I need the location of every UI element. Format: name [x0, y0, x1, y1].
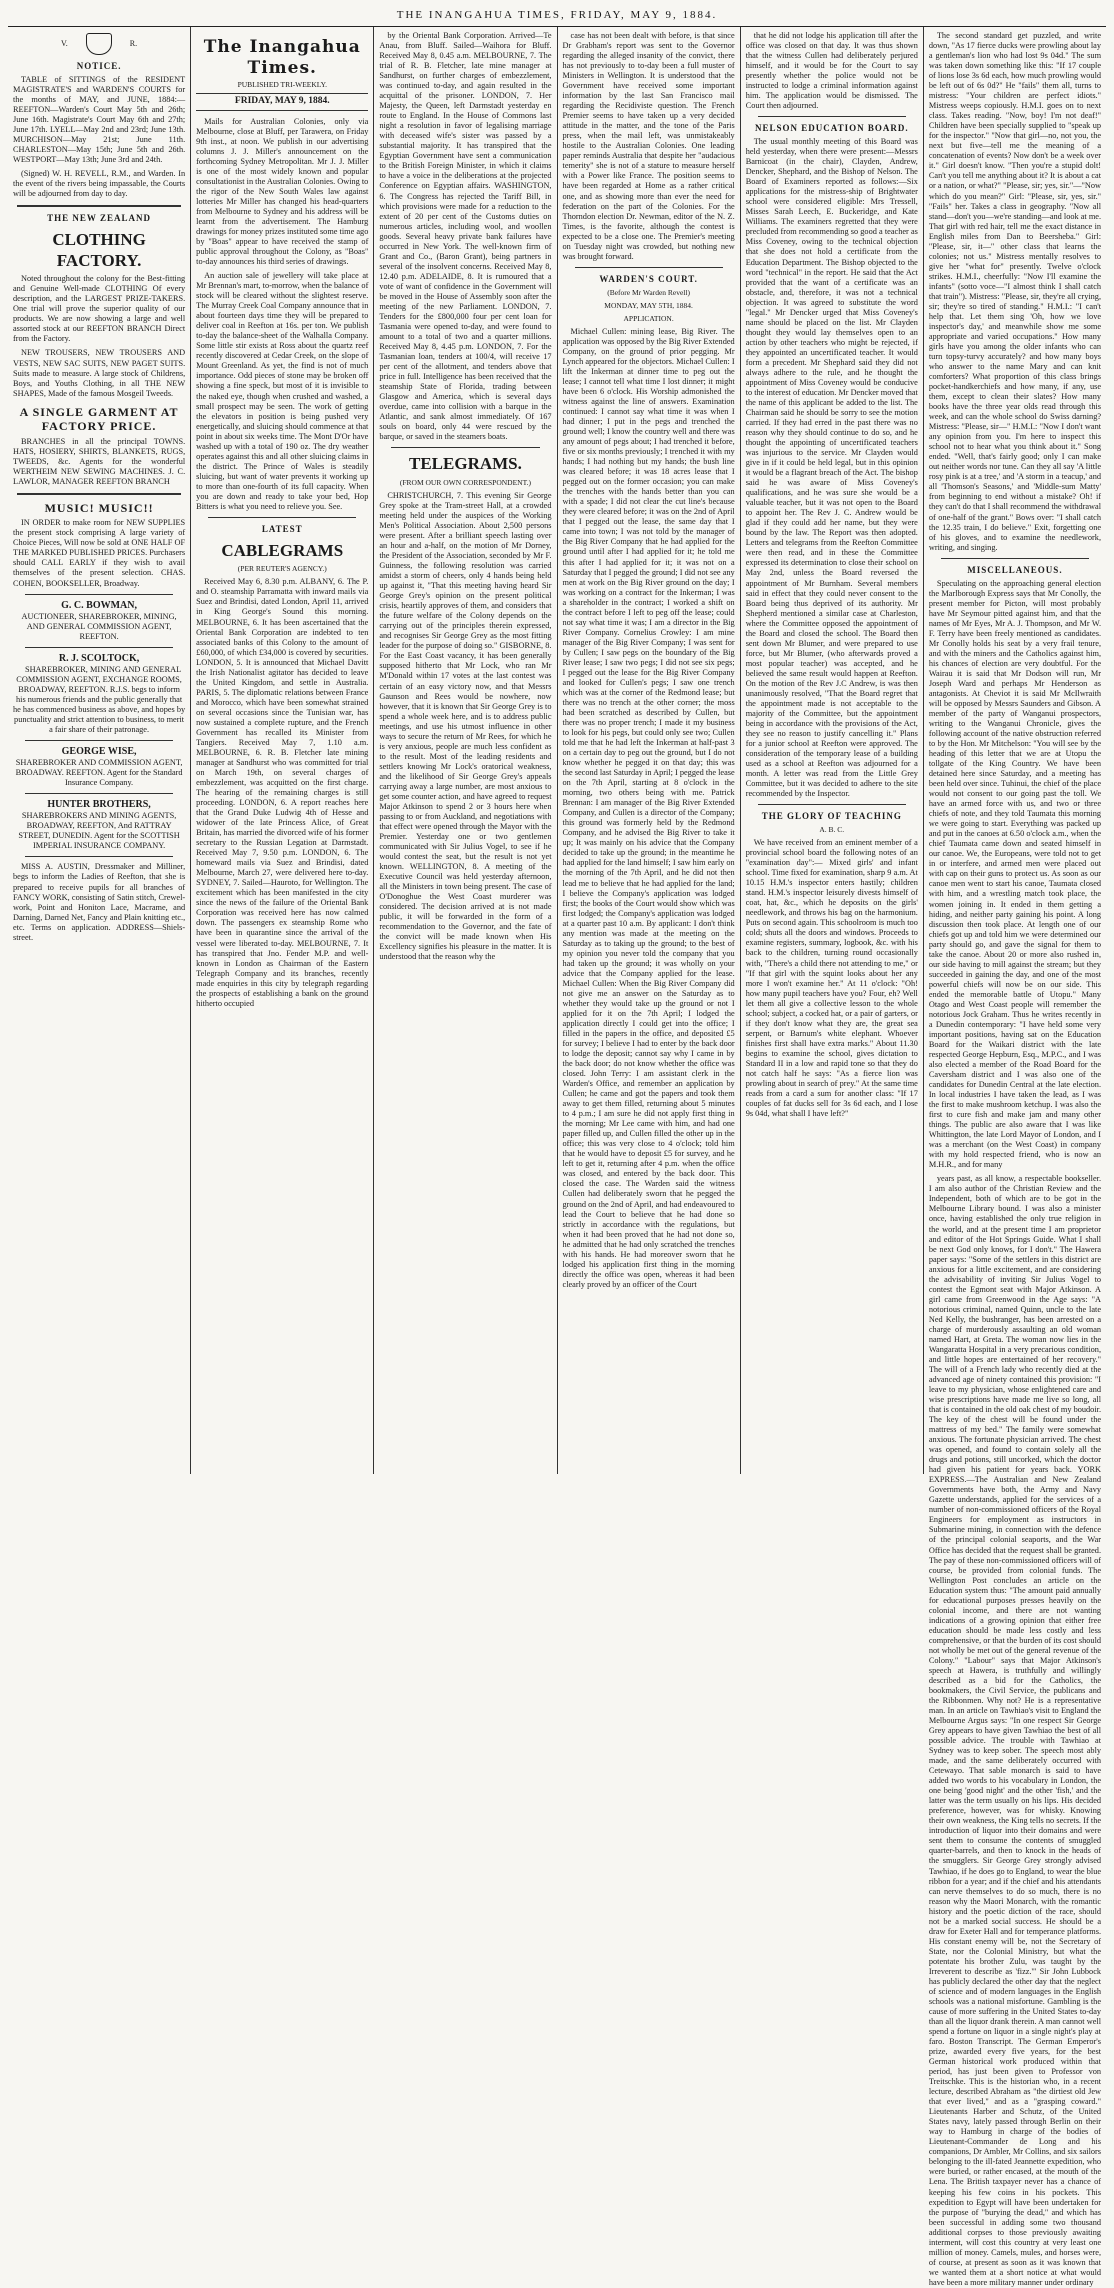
column-6: [924, 27, 1106, 2287]
crest-left-letter: V.: [61, 38, 68, 48]
wardens-date: MONDAY, MAY 5TH, 1884.: [604, 300, 693, 310]
wardens-court-heading: WARDEN'S COURT.: [599, 273, 698, 284]
coat-of-arms-icon: [86, 33, 112, 55]
nelson-board-body: The usual monthly meeting of this Board was held yesterday, when there were present:—Messrs Barnicoat (in the chair), Clayden, Andrew, Dencker, Shephard, and the Bishop of Nelson. The Board of Examiners reported as follows:—Six applications for the mistress-ship of Brightwater school were considered eligible: Mrs Tressell, Misses Sarah Leech, E. Buckeridge, and Kate Williams. The examiners regretted that they were precluded from recommending so good a teacher as Miss Coveney, owing to the technical objection that she does not hold a certificate from the Education Department. The Bishop objected to the word "technical" in the report. He said that the Act provided that the want of a certificate was an obstacle, and, therefore, it was not a technical objection. It was agreed to substitute the word "legal." Mr Dencker urged that Miss Coveney's name should be placed on the list. Mr Clayden thought they would lay themselves open to an action by other teachers who might be rejected, if they appointed an uncertificated teacher. It would form a precedent. Mr Shephard said they did not always adhere to the rule, and he thought the appointment of Miss Coveney would be conducive to the interest of education. Mr Dencker moved that the name of this applicant be added to the list. The Chairman said he should be sorry to see the motion carried. If they had erred in the past there was no reason why they should continue to do so, and he thought the appointing of uncertificated teachers was injurious to the service. Mr Clayden would give in if it could be held legal, but in this opinion it would be a flagrant breach of the Act. The bishop said he was aware of Miss Coveney's qualifications, and he was sure she would be a valuable teacher, but it was not open to the Board to appoint her. The Rev J. C. Andrew would be glad if they could add her name, but they were bound by the law. The Report was then adopted. Letters and telegrams from the Reefton Committee were then read, and in these the Committee expressed its determination to close their school on May 2nd, unless the Board reversed the appointment of Mr Burnham. Several members said in effect that they could never consent to the Board being thus deprived of its authority. Mr Shepherd mentioned a similar case at Charleston, where the Committee opposed the appointment of the Board and closed the school. The Board then sent down Mr Blumer, and were prepared to use force, but Mr Blumer, (who afterwards proved a most popular teacher) was accepted, and he believed the same result would happen at Reefton. On the motion of the Rev J.C Andrew, is was then unanimously resolved, "That the Board regret that the appointment made is not acceptable to the majority of the Committee, but the appointment being in accordance with the provisions of the Act, they see no reason to justify cancelling it." Plans for a junior school at Reefton were approved. The consideration of the temporary lease of a building used as a school at Reefton was adjourned for a month. A letter was read from the Little Grey Committee, but it was decided to adhere to the site recommended by the Inspector.: [745, 137, 918, 799]
bowman-ad: [13, 600, 185, 642]
glory-continued: The second standard get puzzled, and write down, "As 17 fierce ducks were prowling about lay a gentleman's lion who had lost 9s 04d." The sum was taken down something like this: "If 17 couple of lions lose 3s 6d each, how much prowling would be left out of 6s 0d?" He "fails" them all, turns to mistress: "Your children are perfect idiots." Mistress weeps copiously. H.M.I. goes on to next class. Takes reading. "Now, boy! I'm not deaf!" Children have been specially supplied to "speak up for the inspector." "Now that girl—no, not you, the next but five—tell me the meaning of a concatenation of events? Now don't be a week over it." Girl doesn't know. "Then you're a stupid dolt! Can't you tell me anything about it? It is about a cat or a nation, or what?" "Please, sir; yes, sir."—"Now which do you mean?" Girl: "Please, sir, yes, sir." "Fails" her. Takes a class in geography. "Now all stand—don't you—we're standing—and look at me. That girl with red hair, tell me the exact distance in English miles from Dan to Beersheba." Girl: "Please, sir, it—" other class that learns the colonies; not us." Mistress mentally resolves to give her "what for" presently. Twelve o'clock strikes. H.M.I., cheerfully: "Now I'll examine the infants" (sotto voce—"I almost think I shall catch that train"). Mistress: "Please, sir, they're all crying, sir; they're so tired of standing." H.M.I.: "I can't help that. Let them sing 'Oh, how we love inspector's day,' and meanwhile show me some appropriate and varied occupations." How many girls have you among the older infants who can turn topsy-turvy accurately? and how many boys who answer to the name Mary and can knit comforters? What proportion of this class brings pocket-handkerchiefs and how many, if any, use them, except to clean their slates? How many books have the three year olds read through this week, and can the whole school do Swiss darning? Mistress: "Please, sir—" H.M.I.: "Now I don't want any opinion from you. I'm here to inspect this school not to hear what you think about it." Song ended. "Well, that's fairly good; only I can make out neither words nor tune. Can they all say 'A little rosy pink is at a tree,' and 'A storm in a teacup,' and all 'Thomson's Seasons,' and 'Middle-sum Matty' from beginning to end without a mistake? Oh! if they can't do that I shall recommend the withdrawal of one-half of the grant." Bows over: "I shall catch the 12.35 train, I do believe." Exit, forgetting one of his gloves, and to examine the needlework, writing, and singing.: [928, 31, 1102, 552]
divider: [208, 517, 356, 518]
bowman-body: AUCTIONEER, SHAREBROKER, MINING, AND GENERAL COMMISSION AGENT, REEFTON.: [21, 611, 177, 641]
column-3: [374, 27, 557, 1474]
divider: [25, 647, 173, 648]
telegrams-continued: case has not been dealt with before, is that since Dr Grabham's report was sent to the Governor regarding the alleged insanity of the convict, there has not previously to to-day been a full muster of Ministers in Wellington. It is understood that the Government have received some important information by the last San Francisco mail regarding the Recidiviste question. The French Premier seems to have taken up a very decided attitude in the matter, and the tone of the Paris press, when the mail left, was unmistakeably hostile to the Australian Colonies. One leading paper reminds Australia that despite her "audacious temerity" she is not of a stature to measure herself with a Power like France. The position seems to have been regarded at Home as a rather critical one, and as showing more than ever the need for federation on the part of the Colonies. For the Thorndon election Dr. Newman, editor of the N. Z. Times, is the favorite, although the contest is expected to be a close one. The Premier's meeting on Tuesday night was crowded, but nothing new was brought forward.: [562, 31, 735, 261]
telegrams-subheading: (FROM OUR OWN CORRESPONDENT.): [399, 477, 531, 487]
miscellaneous-continued: years past, as all know, a respectable bookseller. I am also author of the Christian Review and the Independent, both of which are to be got in the Melbourne Library bound. I was also a minister once, having established the only true religion in the world, and at the present time I am proprietor and editor of the Hot Springs Guide. What I shall be next God only knows, for I don't." The Hawera paper says: "Some of the settlers in this district are anxious for a little excitement, and are considering the advisability of inviting Sir Julius Vogel to contest the Egmont seat with Major Atkinson. A girl came from Greenwood in the Age says: "A notorious criminal, named Quinn, uncle to the late Ned Kelly, the bushranger, has been arrested on a charge of murderously assaulting an old woman named Hart, at Greta. The woman now lies in the Wangaratta Hospital in a very precarious condition, and little hopes are entertained of her recovery." The will of a French lady who recently died at the advanced age of ninety contained this provision: "I leave to my physician, whose enlightened care and wise prescriptions have made me live so long, all that is contained in the old oak chest of my boudoir. The key of the chest will be found under the mattress of my bed." The family were somewhat anxious. The fortunate physician arrived. The chest was opened, and found to contain solely all the drugs and potions, still uncorked, which the doctor had given his patient for years back. YORK EXPRESS.—The Australian and New Zealand Governments have both, the Army and Navy Gazette understands, applied for the services of a number of non-commissioned officers of the Royal Engineers for employment as instructors in Submarine mining, in connection with the defence of the principal colonial seaports, and the War Office has decided that the request shall be granted. The pay of these non-commissioned officers will of course, be provided from colonial funds. The Wellington Post concludes an article on the Education system thus: "The amount paid annually for educational purposes presses heavily on the colonial income, and there are not wanting indications of a growing opinion that either free education should be made less costly and less comprehensive, or that the burden of its cost should not wholly be met out of the general revenue of the Colony." "Labour" says that Major Atkinson's speech at Hawera, is truthfully and willingly described as a bid for the Catholics, the bookmakers, the Civil Service, the publicans and the Ribbonmen. Why not? He is a representative man. In an article on Tawhiao's visit to England the Melbourne Argus says: "In one respect Sir George Grey appears to have given Tawhiao the best of all possible advice. The trouble with Tawhiao at Sydney was to keep sober. The speech most ably made, and the same deliberately occurred with Cetewayo. That sable monarch is said to have added two words to his vocabulary in London, the one being 'good night' and the other 'fish,' and the latter was the term usually on his lips. His decided preference, however, was for whisky. Knowing their own weakness, the King tells no secrets. If the introduction of liquor into their domains and were sent them to consume the contents of smuggled quarter-barrels, and then to knock in the heads of the smugglers. Sir George Grey strongly advised Tawhiao, if he does go to England, to wear the blue ribbon for a year; and if the chief and his attendants can nerve themselves to do so much, there is no reason why the Maori Monarch, with the romantic history and the poetic diction of the race, should not be a marked social success. He should be a draw for Exeter Hall and for temperance platforms. His constant enemy will be, not the Secretary of State, nor the Colonial Ministry, but what the potentate his brother Zulu, was taught by the Irreverent to describe as 'fizz.'" Sir John Lubbock has publicly declared the other day that the neglect of science and of modern languages in the English schools was a national misfortune. Gambling is the cause of more suffering in the United States to-day than all the liquor drank therein. A man cannot well spend a fortune on liquor in a single night's play at faro. Boston Transcript. The German Emperor's prize, awarded every five years, for the best German historical work produced within that period, has just been given to Professor von Treitschke. This is the historian who, in a recent lecture, described Abraham as "the dirtiest old Jew that ever lived," and as a "grasping coward." Lieutenants Harber and Schutz, of the United States navy, lately passed through Berlin on their way to Hamburg in charge of the bodies of Lieutenant-Commander de Long and his companions, Dr Ambler, Mr Collins, and six sailors belonging to the ill-fated Jeannette expedition, who were buried, or rather encased, at the mouth of the Lena. The British taxpayer never has a chance of keeping his few coins in his pockets. This expedition to Egypt will have been undertaken for the purpose of "burying the dead," and which has been successful in adding some two thousand additional corpses to those previously awaiting interment, will cost this country at very least one million of money. Camels, mules, and horses were, of course, at present as soon as it was known that we wanted them at a short notice at what would have been a more military manner under ordinary: [928, 1174, 1102, 2287]
branches-text: BRANCHES in all the principal TOWNS. HATS, HOSIERY, SHIRTS, BLANKETS, RUGS, TWEEDS, &c. Agents for the wonderful WERTHEIM NEW SEWING MACHINES. J. C. LAWLOR, MANAGER REEFTON BRANCH: [13, 436, 186, 486]
miscellaneous-heading: MISCELLANEOUS.: [967, 564, 1063, 575]
hunter-body: SHAREBROKERS AND MINING AGENTS, BROADWAY, REEFTON, And RATTRAY STREET, DUNEDIN. Agent for the SCOTTISH IMPERIAL INSURANCE COMPANY.: [18, 811, 180, 851]
divider: [758, 116, 906, 117]
wardens-before: (Before Mr Warden Revell): [607, 287, 690, 297]
wise-body: SHAREBROKER AND COMMISSION AGENT, BROADWAY. REEFTON. Agent for the Standard Insurance Company.: [15, 758, 183, 788]
glory-body: We have received from an eminent member of a provincial school board the following notes of an "examination day":— Mixed girls' and infant school. Time fixed for examination, sharp 9 a.m. At 10.15 H.M.'s inspector enters hastily; children stand. H.M.'s inspector leisurely divests himself of coat, hat, &c., which he deposits on the girls' needlework, and throws his bag on the harmonium. Puts on second again. This schoolroom is much too cold; shuts all the doors and windows. Proceeds to examine registers, summary, logbook, &c. with his back to the children, turning round occasionally with, "There's a child there not attending to me," or "If that girl with the squint looks about her any more I won't examine her." At 11 o'clock: "Oh! how many pupil teachers have you? Four, eh? Well let them all give a collective lesson to the whole school; subject, a cocked hat, or a pair of garters, or if they don't know what they are, the great sea serpent, or Barnum's white elephant. Whoever finishes first shall have extra marks." About 11.30 begins to examine the school, gives dictation to Standard II in a low and rapid tone so that they do not catch half he says: "As a fierce lion was prowling about in search of prey." At the same time reads from a card a sum for another class: "If 17 couples of fat ducks sell for 3s 6d each, and I lose 9s 04d, what shall I have left?": [745, 838, 918, 1118]
reuter-line: (PER REUTER'S AGENCY.): [237, 564, 327, 574]
divider: [25, 856, 173, 857]
nelson-board-heading: NELSON EDUCATION BOARD.: [754, 123, 909, 134]
crest-right-letter: R.: [129, 38, 138, 48]
wardens-court-continued: that he did not lodge his application till after the office was closed on that day. It was thus shown that the witness Cullen had deliberately perjured himself, and it would be for the Court to say presently whether the police would not be instructed to lodge a criminal information against him. The application would be dismissed. The Court then adjourned.: [745, 31, 918, 111]
garment-heading: A SINGLE GARMENT AT FACTORY PRICE.: [19, 404, 179, 434]
factory-lines: NEW TROUSERS, NEW TROUSERS AND VESTS, NEW SAC SUITS, NEW PAGET SUITS. Suits made to measure. A large stock of Childrens, Boys, and Youths Clothing, in all THE NEW SHAPES, Made of the famous Mosgeil Tweeds.: [13, 348, 186, 398]
wise-ad: [13, 746, 185, 788]
cablegrams-heading: CABLEGRAMS: [221, 540, 344, 560]
divider: [25, 740, 173, 741]
divider: [25, 594, 173, 595]
scoltock-body: SHAREBROKER, MINING AND GENERAL COMMISSION AGENT, EXCHANGE ROOMS, BROADWAY, REEFTON. R.J.S. begs to inform his numerous friends and the public generally that he has commenced business as above, and hopes by punctuality and strict attention to business, to merit a fair share of their patronage.: [13, 664, 186, 735]
mails-paragraph: Mails for Australian Colonies, only via Melbourne, close at Bluff, per Tarawera, on Friday 9th inst., at noon. We publish in our advertising columns J. J. Miller's announcement on the forthcoming Sydney Metropolitan. Mr J. J. Miller is one of the most widely known and popular consultationist in the Australian Colonies. Owing to the rigor of the New South Wales law against lotteries Mr Miller has changed his head-quarters from Melbourne to Sydney and his address will be learnt from the advertisement. The Hamburg drawings for money prizes instituted some time ago by "Boas" appear to have received the stamp of public approval throughout the Colony, as "Boas" to-day announces his third series of drawings.: [196, 116, 369, 267]
application-heading: APPLICATION.: [623, 313, 674, 323]
telegrams-body: CHRISTCHURCH, 7. This evening Sir George Grey spoke at the Tram-street Hall, at a crowded meeting held under the auspices of the Working Men's Political Association. About 2,500 persons were present. After a brilliant speech lasting over an hour and a-half, on the motion of Mr Dorney, the President of the Association, seconded by Mr F. Guinness, the following resolution was carried amidst a storm of cheers, only 4 hands being held up against it, "That this meeting having heard Sir George Grey's opinion on the present political crisis, heartily approves of them, and considers that the future welfare of the Colony depends on the carrying out of the principles therein expressed, and recognises Sir George Grey as the most fitting leader for the purpose of doing so." GISBORNE, 8. For the East Coast vacancy, it has been generally supposed hitherto that Mr Lock, who ran Mr M'Donald within 17 votes at the last contest was certain of an easy victory now, and that Messrs Gaunson and Rees would be nowhere, now however, that it is known that Sir George Grey is to spend a whole week here, and is to address public meetings, and use his utmost influence in other ways to secure the return of Mr Rees, for which he is very anxious, people are much less confident as to the result. Most of the leading residents and settlers knowing Mr Lock's oratorical weakness, and the likelihood of Sir George Grey's appeals carrying away a large number, are most anxious to get some counter action, and have agreed to request Major Atkinson to spend 2 or 3 hours here when passing to or from Auckland, and negotiations with that effect were opened through the Mayor with the Premier. Yesterday one or two gentlemen communicated with Sir Julius Vogel, to see if he would contest the seat, but the result is not yet known. WELLINGTON, 8. A meeting of the Executive Council was held yesterday afternoon, all the Ministers in town being present. The case of O'Donoghue the West Coast murderer was considered. The decision arrived at is not made public, it will be forwarded in the form of a recommendation to the Governor, and the fate of the convict will be made known when His Excellency signifies his pleasure in the matter. It is understood that the reason why the: [379, 490, 552, 962]
wardens-court-body: Michael Cullen: mining lease, Big River. The application was opposed by the Big River Extended Company, on the ground of prior pegging. Mr Lynch appeared for the objectors. Michael Cullen: I lift the Inkerman at dinner time to peg out the lease; I cannot tell what time I lost dinner; it might have been 6 o'clock. His Worship admonished the witness against the line of answers. Examination continued: I cannot say what time it was when I had dinner; I put in the pegs and trenched the ground well; I know the country well and there was any amount of pegs about; I had trenched it before, five or six months previously; I trenched it with my hands; I had nothing but my hands; the bush line was cleared before; it was 18 acres lease that I pegged out on the former occasion; you can make the trenches with the hands better than you can with a spade; I did not clear the cut line's because they were cleared before; it was on the 2nd of April that I pegged out the lease, the same day that I came into town; I was not told by the manager of the Big River Company that he had applied for the ground until after I had applied for it; he told me this after I had applied for it; it was not on a Saturday that I pegged the ground; I did not see any men at work on the Big River ground on the day; I was working on a contract for the Inkerman; I was a shareholder in the contract; I worked a shift on the contract before I left to peg off the lease; could not say what time it was; I am a director in the Big River Company. Cornelius Crowley: I am mine manager of the Big River Company; I was sent for by Cullen; I saw pegs on the boundary of the Big River lease; I saw two pegs; I did not see six pegs; I pegged out the lease for the Big River Company and looked for Cullen's pegs; I saw one trench which was at the corner of the Redmond lease; but there was no trench at the other corner; the moss had been scratched as described by Cullen, but there was no proper trench; I made it my business to look for his pegs, but could only see two; Cullen told me that he had left the Inkerman at half-past 3 on a certain day to peg out the ground, but I do not know whether he pegged it on that day; this was the second last Saturday in April; I pegged the lease on the 7th April, starting at 8 o'clock in the morning, two others being with me. Patrick Brennan: I am manager of the Big River Extended Company, and Cullen is a director of the Company; this ground was formerly held by the Redmond Company, and he advised the Big River to take it up; It was mainly on his advice that the Company decided to take up the ground; in the meantime he had applied for the land himself; I saw him early on the morning of the 7th April, and he did not then lead me to believe that he had applied for the land; I believe the Company's application was lodged first; the books of the Court would show which was first lodged; the Company's application was lodged at a quarter past 10 a.m. By applicant: I don't think any mention was made at the meeting on the Saturday as to taking up the ground; to the best of my opinion you never told the company that you had taken up the ground; it was wholly on your advice that the Company applied for the lease. Michael Cullen: When the Big River Company did not give me an answer on the Saturday as to whether they would take up the ground or not I applied for it on the 7th April; I lodged the application directly I could get into the office; I filled in the papers in the office, and deposited £5 for survey; I believe I had to enter by the back door to lodge the deposit; cannot say why I came in by the back door; do not know whether the office was closed. John Terry: I am assistant clerk in the Warden's Office, and remember an application by Cullen; he came and got the papers and took them away to get them filled, returning about 5 minutes to 4 p.m.; I am sure he did not apply first thing in the morning; Mr Lee came with him, and had one paper filled up, and Cullen filled the other up in the office; this was very close to 4 o'clock; told him that he would have to deposit £5 for survey, and he left to get it, returning after 4 p.m. when the office was closed, and entered by the back door. This closed the case. The Warden said the witness Cullen had deliberately sworn that he pegged the ground on the 2nd of April, and had endeavoured to lead the Court to believe that he had done so strictly in accordance with the regulations, but when it had been proved that he had not done so, he admitted that he had only scratched the trenches with his hands. He had moreover sworn that he lodged his application first thing in the morning directly the office was open, whereas it had been clearly proved by an officer of the Court: [562, 326, 735, 1289]
dateline: FRIDAY, MAY 9, 1884.: [196, 93, 368, 110]
local-news: An auction sale of jewellery will take place at Mr Brennan's mart, to-morrow, when the balance of stock will be cleared without the slightest reserve. The Murray Creek Coal Company announce that in about fourteen days time they will be prepared to deliver coal in Reefton at 16s. per ton. We publish to-day the balance-sheet of the Walhalla Company. Some little stir exists at Ross about the quartz reef recently discovered at Cedar Creek, on the slope of Mount Greenland. As yet, the find is not of much importance. Odd pieces of stone may be broken off showing a fine speck, but most of it is invisible to the naked eye, though when crushed and washed, a small prospect may be seen. The work of getting the elevators in position is being pushed very energetically, and sluicing should commence at that point in about six weeks time. The Mont D'Or have washed up with a total of 190 oz. The dry weather operates against this and all other sluicing claims in the district. The Prince of Wales is steadily sluicing, but want of water prevents it working up to more than one-fourth of its full capacity. When you are down and ready to take your bed, Hop Bitters is what you need to relieve you. See.: [196, 271, 369, 511]
notice-body: TABLE of SITTINGS of the RESIDENT MAGISTRATE'S and WARDEN'S COURTS for the months of MAY, and JUNE, 1884:— REEFTON—Warden's Court May 5th and 26th; June 16th. Magistrate's Court May 6th and 27th; June 17th. LYELL—May 2nd and 23rd; June 13th. MURCHISON—May 21st; June 11th. CHARLESTON—May 15th; June 5th and 26th. WESTPORT—May 13th; June 3rd and 24th.: [13, 74, 186, 165]
scoltock-name: R. J. SCOLTOCK,: [58, 652, 140, 664]
notice-heading: NOTICE.: [76, 61, 122, 71]
column-1: [8, 27, 191, 1474]
running-header: THE INANGAHUA TIMES, FRIDAY, MAY 9, 1884.: [8, 6, 1106, 27]
telegrams-heading: TELEGRAMS.: [408, 454, 522, 474]
cablegrams-continued: by the Oriental Bank Corporation. Arrived—Te Anau, from Bluff. Sailed—Waihora for Bluff. Received May 8, 0.45 a.m. MELBOURNE, 7. The trial of R. B. Fletcher, late mine manager at Sandhurst, on further charges of embezzlement, was continued to-day, and again resulted in the acquittal of the prisoner. LONDON, 7. Her Majesty, the Queen, left Darmstadt yesterday en route to England. In the House of Commons last night a resolution in favor of legalising marriage with deceased wife's sister was passed by a substantial majority. It has transpired that the Egyptian Government have sent a communication to the British Foreign Minister, in which it claims to have a voice in the deliberations at the projected Conference on Egyptian affairs. WASHINGTON, 6. The Congress has rejected the Tariff Bill, in which provisions were made for a reduction to the extent of 20 per cent of the Customs duties on numerous articles, including wool, and woollen goods. Several heavy private bank failures have occurred in New York. The well-known firm of Grant and Co., (Baron Grant), being partners in several of the insolvent concerns. Received May 8, 12.40 p.m. ADELAIDE, 8. It is rumoured that a vote of want of confidence in the Government will be moved in the House of Assembly soon after the meeting of the new Parliament. LONDON, 7. Tenders for the £800,000 four per cent loan for Tasmania were opened to-day, and were found to amount to a total of two and a quarter millions. Received May 8, 4.45 p.m. LONDON, 7. For the Tasmanian loan, tenders at 100/4, will receive 17 per cent of the allotment, and tenders above that price in full. Intelligence has been received that the steamship State of Florida, trading between Glasgow and America, which is several days overdue, came into collision with a barque in the Atlantic, and sank almost immediately. Of 167 souls on board, only 44 were rescued by the barque, or saved in the steamers boats.: [379, 31, 552, 442]
divider: [17, 205, 181, 207]
factory-title: CLOTHING FACTORY.: [52, 230, 146, 270]
paper-nameplate: The Inangahua Times.: [203, 37, 361, 78]
scoltock-ad: [13, 653, 185, 735]
divider: [25, 793, 173, 794]
glory-subheading: A. B. C.: [819, 825, 845, 835]
notice-signature: (Signed) W. H. REVELL, R.M., and Warden. In the event of the rivers being impassable, the Courts will be adjourned from day to day.: [13, 169, 186, 199]
miscellaneous-body: Speculating on the approaching general election the Marlborough Express says that Mr Conolly, the present member for Picton, will most probably have Mr Seymour pitted against him, and that the names of Mr Eyes, Mr A. J. Thompson, and Mr W. F. Terry have been freely mentioned as candidates. Mr Conolly holds his seat by a very frail tenure, and with the miners and the Catholics against him, his chances of election are very doubtful. For the Wairau it is said that Mr Dodson will run, Mr Joseph Ward and perhaps Mr Henderson as antagonists. At Cheviot it is said Mr McIlwraith will be opposed by Messrs Saunders and Gibson. A member of the party of Wanganui prospectors, writing to the Wanganui Chronicle, gives the following account of the native obstruction referred to by the Hon. Mr Mitchelson: "You will see by the heading of this letter that we are at Utopu the tollgate of the King Country. We have been detained here since Saturday, and a meeting has been held over since. Tuhinui, the chief of the place would not consent to our going past the toll. We have an armed force with us, and two or three chiefs of note, and they told Taumata this morning we were going to start. Everything was packed up and put in the canoes at 6.50 o'clock a.m., when the chief Taumata came down and seated himself in our canoe. We, the Europeans, were told not to get in or interfere, and armed men were placed out with cap on their guns to protect us. As soon as our canoe men went to start his canoe, Taumata closed with him, and a wrestling match took place, the women joining in. It ended in them getting a hiding, and neither party gaining his point. A long discussion then took place. At length one of our chiefs got up and told him we were determined our party should go, and gave the signal for them to take the canoe. About 20 or more also rushed in, our side having to mill against the stream; but they succeeded in gaining the day, and one of the most powerful chiefs will now be on our side. This ended the memorable battle of Utopu." Many Otago and West Coast people will remember the notorious Jock Graham. Thus he writes recently in a Dunedin contemporary: "I have held some very important positions, having sat on the Education Board for the Waikari district with the late respected George Hepburn, Esq., M.P.C., and I was also elected a member of the Road Board for the Caversham district and I was also one of the candidates for Dunedin Central at the late election. In local industries I have taken the lead, as I was the first to make mushroom ketchup. I was also the first to cure fish and make jam and many other things. The public are also aware that I was like Whittington, the late Lord Mayor of London, and I was a merchant (on the West Coast) in company with my hold respected friend, who is now an M.H.R., and for many: [928, 578, 1102, 1170]
column-5: [741, 27, 924, 1474]
column-4: [558, 27, 741, 1474]
divider: [575, 267, 723, 268]
column-2: [191, 27, 374, 1474]
austin-ad: MISS A. AUSTIN, Dressmaker and Milliner, begs to inform the Ladies of Reefton, that she is prepared to receive pupils for all branches of FANCY WORK, consisting of Satin stitch, Crewel-work, Point and Honiton Lace, Macrame, and Darning, Darned Net, Fancy and Plain knitting etc., etc. Terms on application. ADDRESS—Shiels-street.: [13, 862, 186, 942]
hunter-ad: [13, 799, 185, 851]
divider: [391, 447, 539, 448]
latest-heading: LATEST: [261, 523, 303, 534]
divider: [758, 804, 906, 805]
wise-name: GEORGE WISE,: [61, 746, 137, 758]
royal-crest: [13, 33, 185, 55]
hunter-name: HUNTER BROTHERS,: [47, 799, 151, 811]
factory-kicker: THE NEW ZEALAND: [47, 213, 152, 224]
cablegrams-body: Received May 6, 8.30 p.m. ALBANY, 6. The P. and O. steamship Parramatta with inward mails via Suez and Brindisi, dated London, April 11, arrived in King George's Sound this morning. MELBOURNE, 6. It has been ascertained that the Oriental Bank Corporation are indebted to ten associated banks of this Colony to the amount of £60,000, of which £34,000 is covered by securities. LONDON, 5. It is announced that Michael Davitt the Irish Nationalist agitator has decided to leave the United Kingdom, and settle in Australia. PARIS, 5. The diplomatic relations between France and Morocco, which have been somewhat strained on several occasions since the Tunisian war, has now sustained a complete rupture, and the French Government has recalled its Minister from Tangiers. Received May 7, 1.10 a.m. MELBOURNE, 6. R. B. Fletcher late mining manager at Sandhurst who was committed for trial on March 19th, on several charges of embezzlement, was acquitted on the first charge. The hearing of the remaining charges is still proceeding. LONDON, 6. A report reaches here that the Grand Duke Ludwig 4th of Hesse and widower of the late Princess Alice, of Great Britain, has married the divorced wife of his former secretary to the Russian Legation at Darmstadt. Received May 7, 9.50 p.m. LONDON, 6. The homeward mails via Suez and Brindisi, dated Melbourne, March 27, were delivered here to-day. SYDNEY, 7. Sailed—Hauroto, for Wellington. The excitement which has been manifested in the city since the news of the failure of the Oriental Bank Corporation was received here has now calmed down. The passengers ex steamship Rome who have been in quarantine since the arrival of the vessel were liberated to-day. MELBOURNE, 7. It has transpired that Jno. Fender M.P. and well-known in London as Chairman of the Eastern Telegraph Company and its branches, recently made enquiries in this city by telegraph regarding the prospects of establishing a bank on the ground hitherto occupied: [196, 577, 369, 1008]
published-line: PUBLISHED TRI-WEEKLY.: [237, 80, 327, 90]
glory-heading: THE GLORY OF TEACHING: [761, 811, 902, 822]
divider: [17, 493, 181, 495]
divider: [941, 558, 1089, 559]
music-body: IN ORDER to make room for NEW SUPPLIES the present stock comprising A large variety of Choice Pieces, Will now be sold at ONE HALF OF THE MARKED PUBLISHED PRICES. Purchasers should CALL EARLY if they wish to avail themselves of the present selection. CHAS. COHEN, BOOKSELLER, Broadway.: [13, 518, 186, 588]
columns: [8, 27, 1106, 2287]
factory-body: Noted throughout the colony for the Best-fitting and Genuine Well-made CLOTHING Of every description, and the LARGEST PRIZE-TAKERS. One trial will prove the superior quality of our products. We are now showing a large and well assorted stock at our REEFTON BRANCH Direct from the Factory.: [13, 274, 186, 344]
bowman-name: G. C. BOWMAN,: [61, 599, 137, 611]
music-heading: MUSIC! MUSIC!!: [44, 500, 154, 515]
